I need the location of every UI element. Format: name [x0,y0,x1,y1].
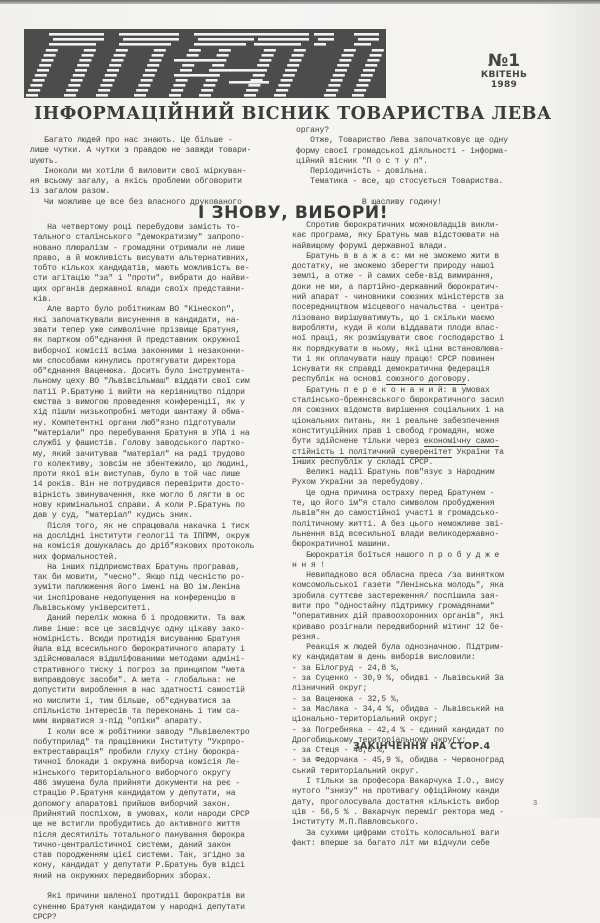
text-line: Братунь в в а ж а є: ми не зможемо жити в [292,251,500,261]
text-line: І тільки за професора Вакарчука І.О., вису [292,777,504,787]
logo-stripe [314,33,334,36]
text-line: ливе інше: все це засвідчує одну цікаву зако- [33,624,245,634]
text-line: "оперативних дій правоохоронних органів", які [292,612,504,622]
article-right-column [292,221,504,849]
text-line: так би мовити, "чесно". Якщо під чесністю ро- [33,573,245,583]
logo-stripe [194,43,246,46]
logo-stripe [314,43,326,46]
text-line: лише чутки. А чутки з правдою не завжди товари- [30,146,252,156]
logo-stripe [96,94,108,97]
intro-left-column [30,136,251,208]
text-line: На четвертому році перебудови замість то- [33,223,241,232]
text-line: ня всьому загалу, а якісь проблеми обговорити [30,177,242,187]
text-line: но мислити і, тим більше, об"єднуватися за [33,696,231,706]
text-line: Це одна причина остраху перед Братунем - [292,488,495,498]
text-line: Тематика - все, що стосується Товариства. [296,177,504,187]
text-line: зуміти паплюження його імені на ВО ім.Леніна [33,583,241,593]
newsletter-subtitle: ІНФОРМАЦІЙНИЙ ВІСНИК ТОВАРИСТВА ЛЕВА [34,104,552,124]
text-line: тобто кількох кандидатів, мають можливість ве- [33,264,250,274]
logo-stripe [174,59,219,62]
logo-stripe [363,69,375,72]
logo-stripe [98,89,110,92]
issue-month: КВІТЕНЬ [480,70,528,80]
text-line: стративного тиску і погроз за принципом "мета [33,665,245,675]
text-line: новано плюралізм - громадяни отримали не лише [33,243,245,253]
text-line: ків. [33,295,52,305]
logo-stripe [107,69,119,72]
text-line: - за Федорчака - 45,9 %, обидва - Червоноград [292,756,504,766]
logo-stripe [344,49,356,52]
logo-stripe [358,38,379,41]
logo-stripe [278,84,290,87]
text-line: Великі надії Братунь пов"язує з Народним [292,468,495,478]
logo-stripe [198,38,254,41]
text-line: найвищому форумі державної влади. [292,241,448,251]
logo-stripe [199,94,211,97]
text-line: республік на основі союзного договору. [292,375,471,385]
logo-stripe [254,43,301,46]
text-line: страцію Р.Братуня кандидатом у депутати, на [33,789,236,799]
logo-stripe [356,84,368,87]
logo-stripe [68,84,80,87]
text-line: проти якої він виступав, було в той час лише [33,470,241,480]
logo-stripe [30,84,42,87]
logo-stripe [171,89,183,92]
text-line: Бюрократія боїться нашого п р о б у д ж е [292,550,500,560]
text-line: бути здійснене тільки через економічну само- [292,437,500,447]
logo-stripe [49,43,96,46]
text-line: форму своєї громадської діяльності - інформа- [296,146,508,156]
article-headline: І ЗНОВУ, ВИБОРИ! [198,203,389,223]
text-line: Рухом України за перебудову. [292,478,424,488]
text-line: нутого "знизу" на противагу офіційному канди [292,787,500,797]
logo-stripe [257,64,269,67]
logo-stripe [203,84,215,87]
logo-stripe [114,54,126,57]
text-line: тального сталінського "демократизму" запропо- [33,233,245,243]
logo-stripe [145,69,157,72]
logo-stripe [119,33,179,36]
text-line: Отже, Товариство Лева започатковує ще одну [296,136,508,146]
logo-stripe [281,79,293,82]
text-line: Багато людей про нас знають. Це більше - [30,136,233,145]
logo-stripe [294,49,306,52]
logo-stripe [318,38,334,41]
text-line: здійснювалася відшліфованими методами адміні- [33,655,245,665]
logo-stripe [324,94,336,97]
text-line: - за Погребняка - 42,4 % - єдиний кандидат по [292,725,504,735]
text-line: після десятиліть тотального панування бюрокра [33,830,245,840]
logo-stripe [174,74,214,77]
logo-stripe [331,79,343,82]
logo-stripe [53,38,104,41]
logo-stripe [123,38,179,41]
logo-stripe [262,54,274,57]
text-line: Які причини шаленої протидії бюрократів ви [33,892,245,902]
logo-stripe [342,54,354,57]
text-line: ля союзних відомств вирішення соціальних і на [292,406,504,416]
text-line: суненню Братуня кандидатом у народні депутати [33,902,245,912]
logo-stripe [169,94,181,97]
text-line: кону, кандидат у депутати Р.Братунь був відсі [33,861,245,871]
logo-stripe [84,49,96,52]
text-line: шують. [30,156,59,166]
logo-stripe [285,69,297,72]
logo-stripe [116,49,128,52]
text-line: них формальностей. [33,552,118,562]
text-line: дату, проголосувала достатня кількість вибор [292,797,500,807]
text-line: ний апарат - чиновники союзних міністерств за [292,293,504,303]
logo-stripe [209,69,264,72]
text-line: лізничний округ; [292,684,368,694]
intro-right-column [296,126,508,208]
logo-stripe [287,64,299,67]
text-line: За сухими цифрами стоїть колосальної ваги [292,828,500,838]
text-line: патії Р.Братуню і вийти на керівництво підпри [33,387,245,397]
logo-stripe [194,33,254,36]
logo-stripe [276,89,288,92]
logo-stripe [64,94,76,97]
text-line: ців - 56,5 % . Вакарчук переміг ректора мед - [292,807,504,817]
text-line: об"єднання Ваценюка. Досить було інструмента- [33,367,245,377]
text-line: виборчої комісії всіма законними і незаконни- [33,346,245,356]
text-line: побутприлад" та працівники Інституту "Укрпро- [33,737,245,747]
text-line: тичної блокади і окружна виборча комісія Ле- [33,758,241,768]
text-line: органу? [296,126,329,135]
text-line: щих органів державної влади своїх представни- [33,284,245,294]
logo-stripe [246,89,258,92]
logo-stripe [212,64,224,67]
text-line: Львівському університеті. [33,603,151,613]
logo-stripe [217,54,229,57]
text-line: н н я ! [292,560,325,570]
text-line: чи інспіроване недопущення на конференцію в [33,593,236,603]
logo-stripe [258,38,309,41]
text-line: львів"ян до самостійної участі в громадсько- [292,509,500,519]
logo-stripe [333,74,345,77]
text-line: Братунь п е р е к о н а н и й: в умовах [292,385,490,395]
text-line: Даний перелік можна б і продовжити. Та важ [33,614,245,624]
text-line: Періодичність - довільна. [296,167,428,177]
logo-stripe [141,79,153,82]
text-line: кає програма, яку Братунь мав відстоювати на [292,231,500,241]
logo-stripe [28,89,40,92]
logo-stripe [37,69,49,72]
text-line: ектреставрація" пробили глуху стіну бюрокра- [33,748,241,758]
logo-stripe [254,33,309,36]
logo-stripe [180,69,192,72]
logo-stripe [253,74,265,77]
text-line: доки не ми, а партійно-державний бюрократич- [292,282,500,292]
logo-stripe [335,69,347,72]
text-line: - за Ваценюка - 32,5 %, [292,694,401,704]
text-line: - за Суценко - 30,9 %, обидві - Львівський За [292,674,504,684]
masthead-logo [24,29,386,98]
text-line: І коли все ж робітники заводу "Львівелектро [33,727,250,737]
text-line: існувати як справді демократична федерація [292,365,490,375]
text-line: номірність. Всюди протидія висуванню Братуня [33,634,241,644]
logo-stripe [264,49,276,52]
text-line: - за Білогруд - 24,8 %, [292,663,401,673]
logo-stripe [26,94,38,97]
text-line: мим вирватися з-під "опіки" апарату. [33,717,203,727]
logo-stripes-graphic [24,29,386,98]
logo-stripe [259,59,271,62]
text-line: криваво розігнали передвиборний мітинг 12 бе- [292,622,504,632]
logo-stripe [41,59,53,62]
text-line: ку кандидатам в день виборів висловили: [292,653,476,663]
logo-stripe [274,94,286,97]
text-line: йшла від всесильного бюрократичного апарату і [33,645,245,655]
text-line: сти агітацію "за" і "проти", вибрати до найви- [33,274,250,284]
logo-stripe [154,49,166,52]
text-line: ще не встигли пробудитись до активного життя [33,820,241,830]
logo-stripe [283,74,295,77]
logo-stripe [361,74,373,77]
text-line: став породженням цієї системи. Так, згідно за [33,851,245,861]
text-line: факт: вперше за багато літ ми відчули себе [292,838,490,848]
text-line: ціональних питань, як і реальне забезпечення [292,416,500,426]
logo-stripe [100,84,112,87]
issue-number: №1 [487,51,521,71]
logo-stripe [134,94,146,97]
text-line: му, який зачитував "матеріал" на раді трудово [33,449,245,459]
logo-stripe [206,79,218,82]
logo-stripe [248,84,260,87]
text-line: хід пішли низькопробні методи шантажу й обма- [33,408,245,418]
text-line: вити про "одностайну підтримку громадянами" [292,601,495,611]
text-line: нінського територіального виборчого округу [33,768,231,778]
logo-stripe [219,49,231,52]
logo-stripe [138,84,150,87]
text-line: 14 років. Він не потрудився перевірити досто- [33,480,245,490]
text-line: - за Маслака - 34,4 %, обидва - Львівський на [292,704,504,714]
text-line: Після того, як не спрацювала накачка і тиск [33,521,250,531]
text-line: Чи можливе це все без власного друкованого [30,197,242,207]
logo-stripe [201,89,213,92]
text-line: ємства з вимогою проведення конференції, як у [33,398,245,408]
logo-stripe [352,94,364,97]
text-line: виробляти, куди й коли віддавати плоди влас- [292,323,500,333]
text-line: комсомольської газети "Ленінська молодь", яка [292,581,504,591]
logo-stripe [189,49,201,52]
logo-stripe [143,74,155,77]
logo-stripe [49,33,104,36]
logo-stripe [35,74,47,77]
logo-stripe [367,59,379,62]
logo-stripe [176,79,188,82]
logo-stripe [173,84,185,87]
text-line: Але варто було робітникам ВО "Кінескоп", [33,305,236,315]
text-line: - за Стеця - 46,0 %, [292,746,387,756]
logo-stripe [75,69,87,72]
text-line: "матеріали" про перебування Братуня в УПА і на [33,428,250,438]
text-line: політичному житті. А без цього неможливе зві- [292,519,504,529]
text-line: льнення від всесильної влади великодержавно- [292,529,500,539]
issue-year: 1989 [490,80,518,90]
logo-stripe [354,33,379,36]
logo-stripe [147,64,159,67]
logo-stripe [105,74,117,77]
text-line: ційний вісник "П о с т у п". [296,156,428,166]
text-line: Невипадково вся обласна преса /за винятком [292,571,504,581]
text-line: нову кримінальної справи. А коли Р.Братунь по [33,501,245,511]
logo-stripe [46,49,58,52]
text-line: зробила суттєве застереження/ поспішила зая- [292,591,500,601]
text-line: тично-централістичної системи, даний закон [33,840,231,850]
text-line: інших республік у складі СРСР. [292,457,434,467]
text-line: СРСР? [33,912,57,922]
text-line: право, а й можливість висувати альтернативних, [33,253,250,263]
logo-stripe [109,64,121,67]
logo-stripe [339,59,351,62]
text-line: звати тепер уже символічне прізвище Братуня, [33,325,241,335]
text-line: із загалом разом. [30,187,111,197]
text-line: льному цеху ВО "Львівсільмаш" віддати свої сим [33,377,250,387]
logo-stripe [187,54,199,57]
logo-stripe [359,79,371,82]
page-mark: 3 [533,800,538,808]
text-line: допомогу апаратові прийшов виборчий закон. [33,799,231,809]
article-left-column [33,223,254,923]
scan-edge [0,0,600,4]
text-line: В щасливу годину! [296,198,442,208]
text-line: стійність і політичний суверенітет України та [292,447,504,457]
logo-stripe [82,54,94,57]
logo-stripe [136,89,148,92]
text-line: виправдовує засоби". А мета - глобальна: не [33,676,236,686]
logo-stripe [326,89,338,92]
text-line: Дрогобицькому територіальному округу; [292,735,467,745]
logo-stripe [44,54,56,57]
logo-stripe [289,59,301,62]
text-line: інституту М.П.Павловського. [292,818,420,828]
text-line: ну. Компетентні органи люб"язно підготували [33,418,236,428]
text-line: службі у фашистів. Голову заводського партко- [33,439,245,449]
logo-stripe [365,64,377,67]
logo-stripe [370,54,382,57]
logo-stripe [73,74,85,77]
text-line: Спротив бюрократичних можновладців викли- [292,221,500,230]
logo-stripe [103,79,115,82]
logo-stripe [292,54,304,57]
logo-stripe [119,43,171,46]
text-line: як партком об"єднання й представник окружної [33,336,241,346]
logo-stripe [354,43,371,46]
logo-stripe [337,64,349,67]
text-line: Іноколи ми хотіли б виловити свої міркуван- [30,166,247,176]
text-line: вірність звинувачення, яке могло б лягти в ос [33,490,245,500]
text-line: ми способами кинулись протягувати директора [33,356,236,366]
text-line: ський територіальний округ. [292,766,420,776]
text-line: на дослідні інститути геології та ІППММ, окруж [33,531,250,541]
text-line: 486 змушена була прийняти документи на реє - [33,779,241,789]
logo-stripe [77,64,89,67]
logo-stripe [372,49,384,52]
text-line: сталінсько-брежнєвського бюрократичного засил [292,396,504,406]
continued-on-page-note: ЗАКІНЧЕННЯ НА СТОР.4 [353,741,491,752]
logo-stripe [354,89,366,92]
issue-info [464,52,544,90]
text-line: ної праці, як розміщувати своє господарство і [292,334,504,344]
logo-stripe [328,84,340,87]
logo-stripe [229,81,269,84]
text-line [33,882,254,892]
text-line: конституційних прав і свобод громадян, може [292,426,495,436]
logo-stripe [111,59,123,62]
logo-stripe [152,54,164,57]
logo-stripe [244,94,256,97]
text-line: бюрократичної машини. [292,540,391,550]
text-line: спільністю інтересів та переконань і тим са- [33,706,241,716]
logo-stripe [33,79,45,82]
logo-stripe [66,89,78,92]
text-line: достатку, не зможемо зберегти природу нашої [292,262,495,272]
text-line: які започаткували висунення в кандидати, на- [33,315,241,325]
text-line: дав у суд, "матеріал" кудись зник. [33,511,194,521]
logo-stripe [71,79,83,82]
logo-stripe [182,64,194,67]
text-line: лізовано вирішуватимуть, що і скільки маємо [292,313,495,323]
text-line [296,188,508,198]
text-line: як порядкувати в ньому, які ціни встановлюва- [292,344,504,354]
text-line: Прийнятий поспіхом, в умовах, коли народи СРСР [33,809,250,819]
logo-stripe [39,64,51,67]
text-line: те, що його ім"я стало символом пробудження [292,499,495,509]
text-line: Реакція ж людей була однозначною. Підтрим- [292,643,504,653]
text-line: землі, а отже - й самих себе-від вимирання, [292,272,495,282]
text-line: на комісія дошукалась до дріб"язкових протоколь [33,542,255,552]
text-line: ти і як оплачувати нашу працю! СРСР повинен [292,354,495,364]
text-line: яний на окружних передвиборних зборах. [33,871,212,881]
text-line: На інших підприємствах Братунь програвав, [33,562,241,572]
logo-stripe [79,59,91,62]
logo-stripe [149,59,161,62]
text-line: ціонально-територіальний округ; [292,715,438,725]
text-line: го колективу, зовсім не збентежило, що людині, [33,459,250,469]
text-line: посередництвом місцевого начальства - центра- [292,303,504,313]
text-line: допустити вироблення в нас здатності самостій [33,686,245,696]
text-line: резня. [292,632,321,642]
